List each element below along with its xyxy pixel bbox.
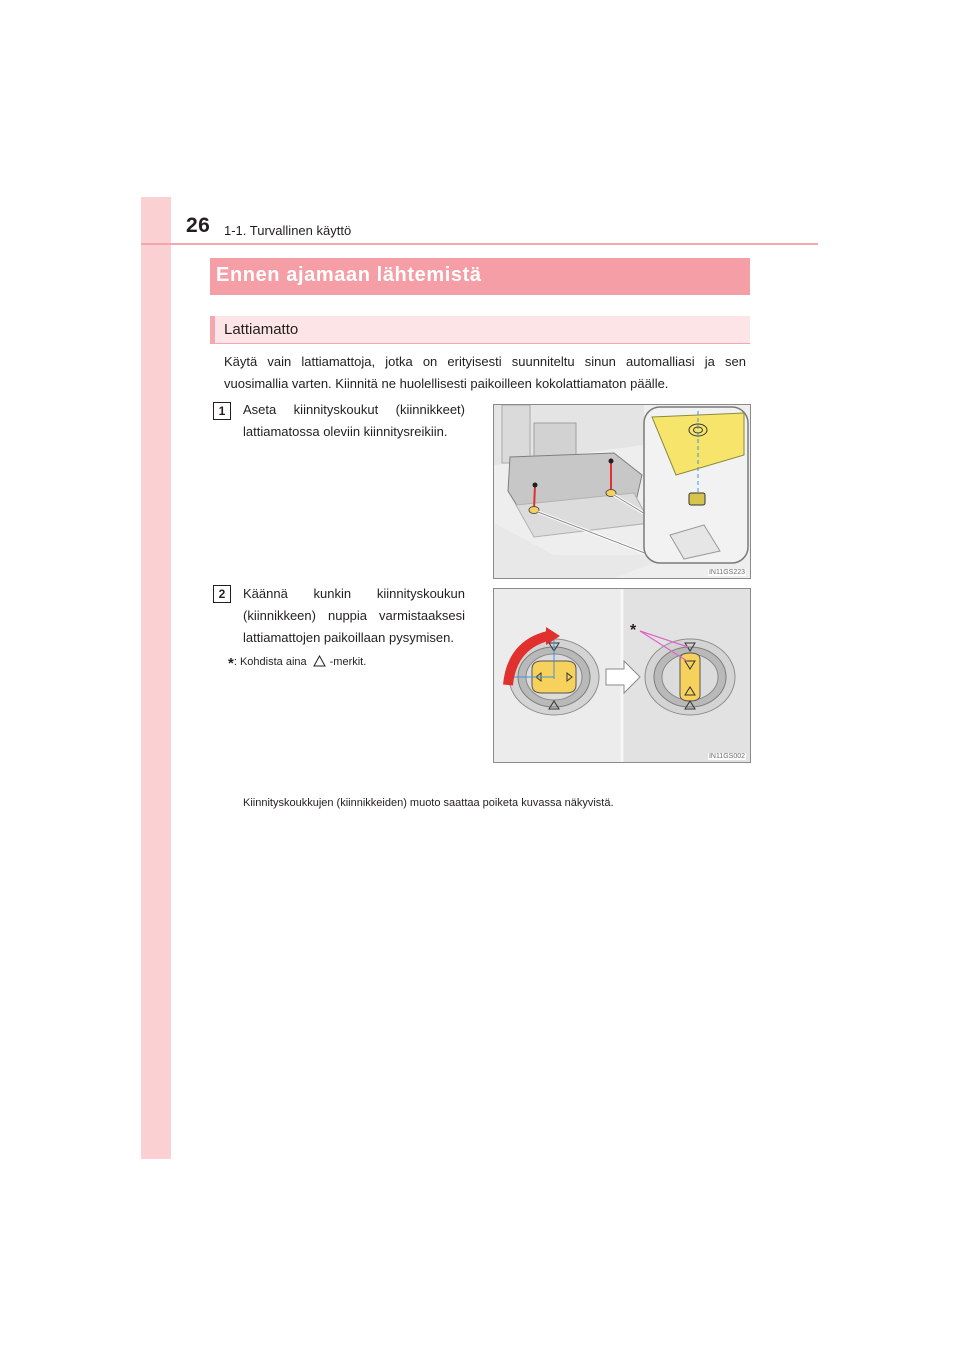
triangle-mark-icon	[313, 655, 326, 670]
header-rule	[141, 243, 818, 245]
footnote	[228, 655, 366, 672]
subsection-title: Lattiamatto	[224, 321, 299, 338]
subsection-accent	[210, 316, 215, 343]
footnote-asterisk: *	[228, 655, 234, 672]
side-band	[141, 197, 171, 1159]
figure-floor-mat-hooks	[493, 404, 751, 579]
figure-turning-hooks	[493, 588, 751, 763]
subsection-header	[210, 316, 750, 344]
running-head: 1-1. Turvallinen käyttö	[224, 223, 352, 238]
footnote-prefix: : Kohdista aina	[233, 656, 307, 668]
turn-knob-illustration	[494, 589, 750, 762]
step-1-text: Aseta kiinnityskoukut (kiinnikkeet) lattiamatossa oleviin kiinnitysreikiin.	[243, 402, 465, 439]
floor-mat-illustration	[494, 405, 750, 578]
step-2-text: Käännä kunkin kiinnityskoukun (kiinnikkeen) nuppia varmistaaksesi lattiamattojen paikoillaan pysymisen.	[243, 586, 465, 645]
step-2-badge: 2	[213, 585, 231, 603]
section-header	[210, 258, 750, 295]
figure-1-code: IN11GS223	[708, 569, 745, 576]
intro-paragraph: Käytä vain lattiamattoja, jotka on erityisesti suunniteltu sinun automalliasi ja sen vuosimallia varten. Kiinnitä ne huolellisesti paikoilleen kokolattiamaton päälle.	[224, 354, 746, 391]
step-1-badge: 1	[213, 402, 231, 420]
section-title: Ennen ajamaan lähtemistä	[216, 264, 482, 286]
figure-2-asterisk: *	[630, 622, 637, 639]
shape-note: Kiinnityskoukkujen (kiinnikkeiden) muoto saattaa poiketa kuvassa näkyvistä.	[243, 797, 614, 809]
figure-2-code: IN11GS002	[708, 753, 745, 760]
page-number: 26	[186, 214, 211, 237]
footnote-suffix: -merkit.	[329, 656, 367, 668]
